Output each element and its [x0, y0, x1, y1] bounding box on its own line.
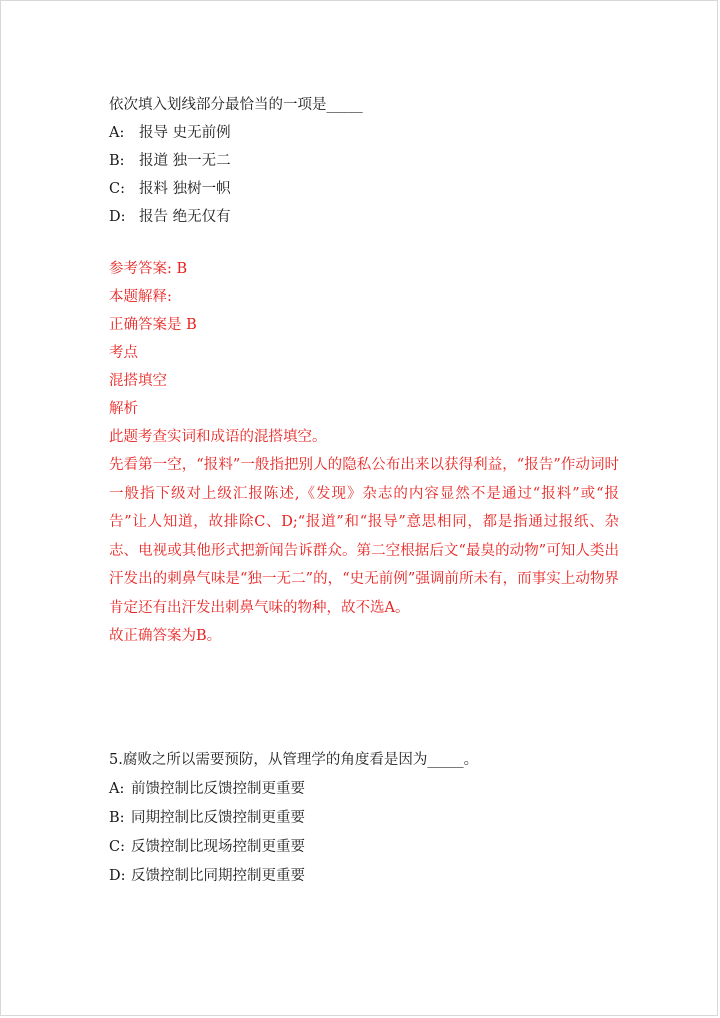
- option-letter: C:: [109, 839, 125, 855]
- point-text: 混搭填空: [109, 373, 167, 389]
- option-text: 反馈控制比现场控制更重要: [131, 839, 305, 855]
- question-1-option-d: [109, 203, 619, 231]
- question-1-option-c: [109, 175, 619, 203]
- analysis-conclusion: 故正确答案为B。: [109, 628, 222, 644]
- option-letter: A:: [109, 781, 125, 797]
- option-text: 报导 史无前例: [139, 125, 231, 141]
- option-letter: D:: [109, 209, 126, 225]
- option-letter: B:: [109, 153, 125, 169]
- analysis-intro: 此题考查实词和成语的混搭填空。: [109, 429, 327, 445]
- option-letter: A:: [109, 125, 125, 141]
- answer-section: [109, 255, 619, 650]
- question-2: [109, 746, 619, 891]
- option-text: 反馈控制比同期控制更重要: [131, 868, 305, 884]
- analysis-title: 解析: [109, 401, 138, 417]
- point-title: 考点: [109, 345, 138, 361]
- question-1-stem: 依次填入划线部分最恰当的一项是_____: [109, 97, 363, 113]
- question-2-option-d: [109, 862, 619, 891]
- question-2-option-a: [109, 775, 619, 804]
- option-text: 报料 独树一帜: [139, 181, 231, 197]
- correct-answer: 正确答案是 B: [109, 317, 197, 333]
- document-content: [109, 91, 619, 891]
- analysis-body: 先看第一空，“报料”一般指把别人的隐私公布出来以获得利益，“报告”作动词时一般指下级对上级汇报陈述,《发现》杂志的内容显然不是通过“报料”或“报告”让人知道，故排除C、D;“报道”和“报导”意思相同，都是指通过报纸、杂志、电视或其他形式把新闻告诉群众。第二空根据后文“最臭的动物”可知人类出汗发出的刺鼻气味是“独一无二”的，“史无前例”强调前所未有，而事实上动物界肯定还有出汗发出刺鼻气味的物种，故不选A。: [109, 457, 619, 616]
- question-2-option-c: [109, 833, 619, 862]
- option-text: 报道 独一无二: [139, 153, 231, 169]
- reference-answer: 参考答案: B: [109, 261, 188, 277]
- option-text: 同期控制比反馈控制更重要: [131, 810, 305, 826]
- question-1-option-a: [109, 119, 619, 147]
- explanation-title: 本题解释:: [109, 289, 172, 305]
- question-2-stem: 5.腐败之所以需要预防，从管理学的角度看是因为_____。: [109, 752, 479, 768]
- option-letter: C:: [109, 181, 125, 197]
- question-1-option-b: [109, 147, 619, 175]
- question-2-option-b: [109, 804, 619, 833]
- option-text: 报告 绝无仅有: [139, 209, 231, 225]
- question-1: [109, 91, 619, 231]
- option-letter: B:: [109, 810, 125, 826]
- option-text: 前馈控制比反馈控制更重要: [131, 781, 305, 797]
- option-letter: D:: [109, 868, 126, 884]
